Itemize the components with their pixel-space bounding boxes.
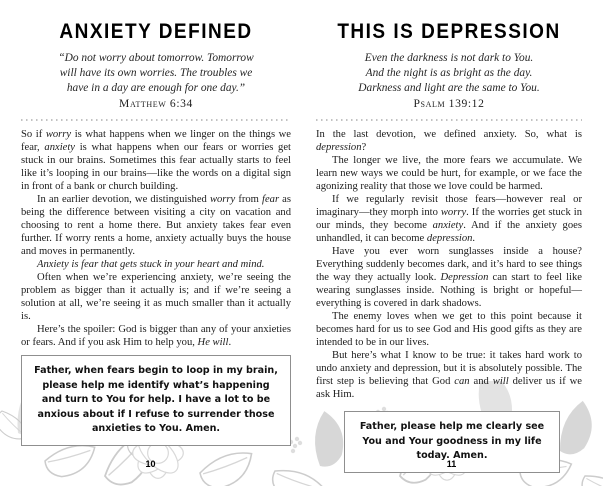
body-text-left bbox=[21, 128, 291, 349]
body-paragraph: Here’s the spoiler: God is bigger than any of your anxieties or fears. And if you ask Him to help you, He will. bbox=[21, 324, 291, 348]
scripture-reference-left: Matthew 6:34 bbox=[119, 97, 193, 110]
body-paragraph: Often when we’re experiencing anxiety, we’re seeing the problem as bigger than it actually is; and if we’re seeing a solution at all, we’re seeing it as much smaller than it actually is. bbox=[21, 272, 291, 322]
prayer-box-left bbox=[21, 355, 291, 446]
prayer-text-right: Father, please help me clearly see You and Your goodness in my life today. Amen. bbox=[359, 421, 545, 461]
page-title-right: THIS IS DEPRESSION bbox=[337, 20, 561, 44]
body-paragraph: Have you ever worn sunglasses inside a house? Everything suddenly becomes dark, and it’s hard to see things the way they actually look. Depression can start to feel like wearing sunglasses inside. Nothing is bright or hopeful—everything is covered in dark shadows. bbox=[316, 246, 582, 309]
body-paragraph: So if worry is what happens when we linger on the things we fear, anxiety is what happens when our fears or worries get stuck in our brains. Sometimes this fear actually starts to feel like it’s looping in our brains—like the words on a digital sign in front of a bank or church building. bbox=[21, 129, 291, 192]
body-paragraph: If we regularly revisit those fears—however real or imaginary—they morph into worry. If the worries get stuck in our minds, they become anxiety. And if the anxiety goes unhandled, it can become depression. bbox=[316, 194, 582, 244]
quote-line: And the night is as bright as the day. bbox=[365, 67, 533, 79]
scripture-quote-left bbox=[21, 51, 291, 96]
body-paragraph: In an earlier devotion, we distinguished worry from fear as being the difference between visiting a city on vacation and choosing to rent a home there. But anxiety takes fear even further. If worry rents a home, anxiety actually buys the house and moves in permanently. bbox=[21, 194, 291, 257]
quote-line: have in a day are enough for one day.” bbox=[66, 82, 246, 94]
page-title-left: ANXIETY DEFINED bbox=[59, 20, 253, 44]
dotted-divider-right bbox=[316, 119, 582, 121]
page-right bbox=[301, 0, 602, 486]
quote-line: “Do not worry about tomorrow. Tomorrow bbox=[58, 52, 254, 64]
prayer-text-left: Father, when fears begin to loop in my brain, please help me identify what’s happening and turn to You for help. I have a lot to be anxious about if I refuse to surrender those anxieties to You. Amen. bbox=[34, 365, 278, 434]
body-paragraph: In the last devotion, we defined anxiety. So, what is depression? bbox=[316, 129, 582, 153]
quote-line: Darkness and light are the same to You. bbox=[358, 82, 540, 94]
quote-line: Even the darkness is not dark to You. bbox=[364, 52, 534, 64]
scripture-quote-right bbox=[316, 51, 582, 96]
page-number-left: 10 bbox=[145, 459, 156, 469]
body-paragraph: The longer we live, the more fears we accumulate. We learn new ways we could be hurt, for example, or we face the agonizing reality that those we love could be harmed. bbox=[316, 155, 582, 192]
body-paragraph: Anxiety is fear that gets stuck in your heart and mind. bbox=[37, 259, 265, 270]
dotted-divider-left bbox=[21, 119, 291, 121]
body-paragraph: But here’s what I know to be true: it takes hard work to undo anxiety and depression, but it is absolutely possible. The first step is believing that God can and will deliver us if we ask Him. bbox=[316, 350, 583, 400]
page-number-right: 11 bbox=[446, 459, 457, 469]
quote-line: will have its own worries. The troubles we bbox=[59, 67, 253, 79]
page-left bbox=[0, 0, 301, 486]
body-paragraph: The enemy loves when we get to this point because it becomes hard for us to see God and His good gifts as they are intended to be in our lives. bbox=[316, 311, 582, 348]
body-text-right bbox=[316, 128, 582, 401]
scripture-reference-right: Psalm 139:12 bbox=[413, 97, 485, 110]
